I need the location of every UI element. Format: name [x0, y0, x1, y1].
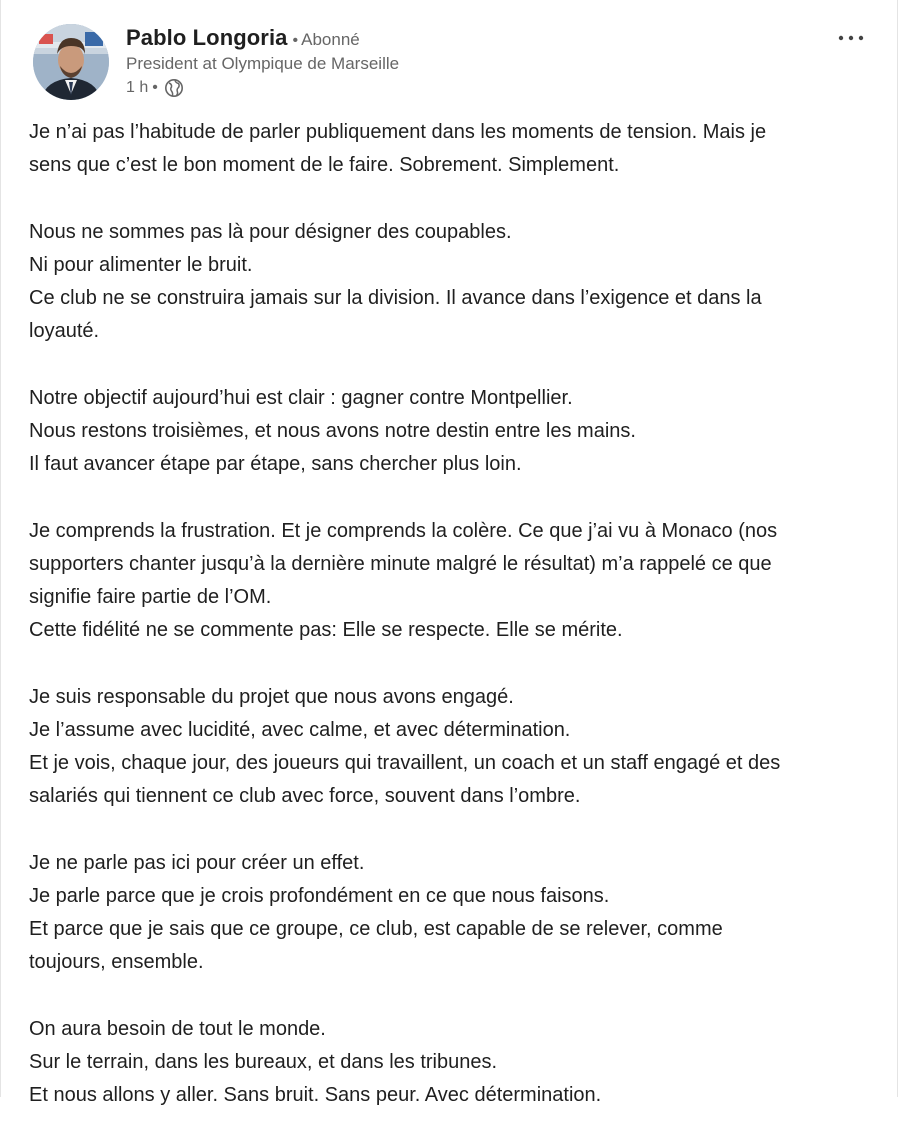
- post-line: Je n’ai pas l’habitude de parler publiquement dans les moments de tension. Mais je: [29, 121, 767, 143]
- author-name-line: [126, 24, 826, 52]
- post-line: Cette fidélité ne se commente pas: Elle se respecte. Elle se mérite.: [29, 619, 623, 641]
- name-separator: •: [292, 32, 299, 49]
- post-line: Nous restons troisièmes, et nous avons notre destin entre les mains.: [29, 420, 636, 442]
- post-paragraph: [29, 216, 881, 348]
- post-line: sens que c’est le bon moment de le faire. Sobrement. Simplement.: [29, 154, 620, 176]
- post-paragraph: [29, 116, 881, 182]
- more-options-button[interactable]: [829, 24, 873, 52]
- post-line: Et je vois, chaque jour, des joueurs qui travaillent, un coach et un staff engagé et des: [29, 752, 781, 774]
- post-paragraph: [29, 681, 881, 813]
- ellipsis-icon: [838, 35, 864, 41]
- post-line: Sur le terrain, dans les bureaux, et dans les tribunes.: [29, 1051, 498, 1073]
- post-line: Je suis responsable du projet que nous avons engagé.: [29, 686, 514, 708]
- post-meta: [126, 76, 826, 100]
- post-line: Je parle parce que je crois profondément en ce que nous faisons.: [29, 885, 610, 907]
- post-line: Et parce que je sais que ce groupe, ce club, est capable de se relever, comme: [29, 918, 723, 940]
- author-headline: President at Olympique de Marseille: [126, 54, 400, 73]
- author-avatar[interactable]: [33, 24, 109, 100]
- profile-photo-icon: [33, 24, 109, 100]
- post-text: [29, 116, 881, 1146]
- post-paragraph: [29, 1013, 881, 1112]
- post-line: On aura besoin de tout le monde.: [29, 1018, 326, 1040]
- post-line: Ni pour alimenter le bruit.: [29, 254, 253, 276]
- post-line: loyauté.: [29, 320, 100, 342]
- post-paragraph: [29, 515, 881, 647]
- post-line: supporters chanter jusqu’à la dernière minute malgré le résultat) m’a rappelé ce que: [29, 553, 772, 575]
- post-time: 1 h: [126, 79, 149, 96]
- post-line: Ce club ne se construira jamais sur la division. Il avance dans l’exigence et dans la: [29, 287, 762, 309]
- post-line: Je l’assume avec lucidité, avec calme, et avec détermination.: [29, 719, 571, 741]
- post-line: Je comprends la frustration. Et je comprends la colère. Ce que j’ai vu à Monaco (nos: [29, 520, 778, 542]
- globe-icon: [164, 78, 184, 98]
- author-name[interactable]: Pablo Longoria: [126, 25, 288, 50]
- author-info: [126, 24, 826, 100]
- post-line: Notre objectif aujourd’hui est clair : gagner contre Montpellier.: [29, 387, 573, 409]
- post-header: [33, 24, 873, 104]
- post-line: Il faut avancer étape par étape, sans chercher plus loin.: [29, 453, 522, 475]
- post-paragraph: [29, 382, 881, 481]
- post-line: Nous ne sommes pas là pour désigner des coupables.: [29, 221, 512, 243]
- post-line: Et nous allons y aller. Sans bruit. Sans peur. Avec détermination.: [29, 1084, 602, 1106]
- post-line: Je ne parle pas ici pour créer un effet.: [29, 852, 365, 874]
- meta-separator: •: [152, 79, 158, 96]
- follow-status: Abonné: [301, 30, 360, 49]
- post-line: salariés qui tiennent ce club avec force, souvent dans l’ombre.: [29, 785, 581, 807]
- post-line: signifie faire partie de l’OM.: [29, 586, 272, 608]
- post-paragraph: [29, 847, 881, 979]
- post-line: toujours, ensemble.: [29, 951, 204, 973]
